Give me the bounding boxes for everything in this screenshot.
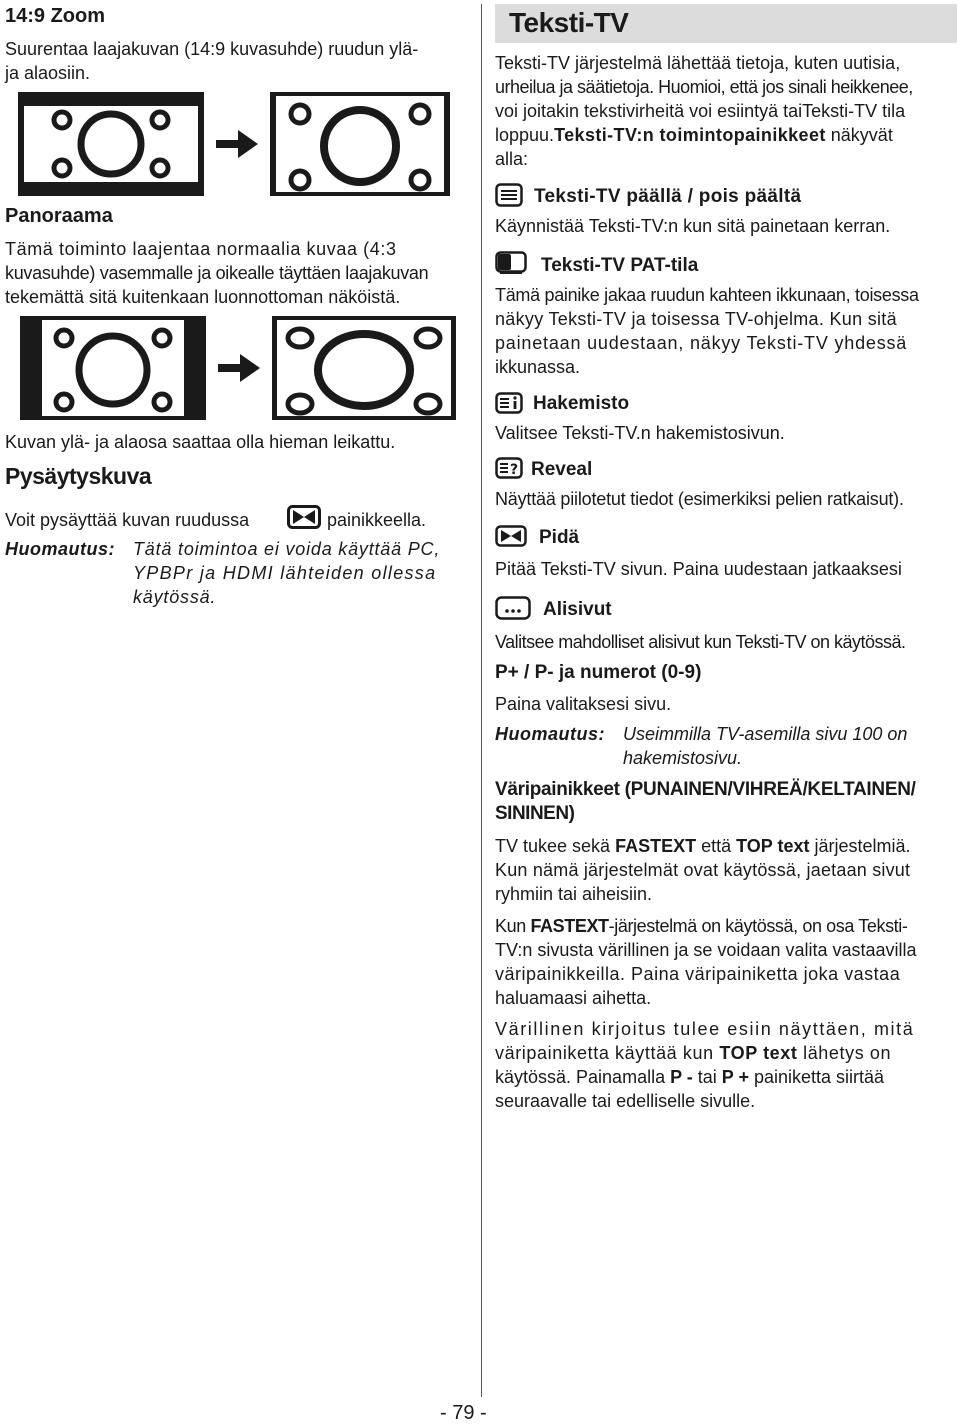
page-number: - 79 - — [440, 1402, 487, 1424]
reveal-heading: Reveal — [531, 459, 593, 480]
pat-text-line3: painetaan uudestaan, näkyy Teksti-TV yhdessä — [495, 333, 908, 353]
freeze-note-line2: YPBPr ja HDMI lähteiden ollessa — [133, 563, 437, 583]
color-p1-line2: Kun nämä järjestelmät ovat käytössä, jaetaan sivut — [495, 860, 911, 880]
freeze-text-before: Voit pysäyttää kuvan ruudussa — [5, 510, 250, 530]
intro-line4-bold: Teksti-TV:n toimintopainikkeet — [554, 125, 826, 145]
intro-line2: urheilua ja säätietoja. Huomioi, että jos sinali heikkenee, — [495, 77, 913, 97]
pat-text-line4: ikkunassa. — [495, 357, 581, 377]
color-p3-line3 — [495, 1065, 884, 1089]
reveal-icon — [495, 457, 523, 479]
intro-line5: alla: — [495, 149, 529, 169]
panorama-after-screen — [272, 316, 456, 420]
fastext-bold: FASTEXT — [530, 916, 609, 936]
color-p3-line4: seuraavalle tai edelliselle sivulle. — [495, 1091, 756, 1111]
toptext-bold: TOP text — [736, 836, 810, 856]
panorama-text-line3: tekemättä sitä kuitenkaan luonnottoman näköistä. — [5, 287, 401, 307]
color-p1-text: TV tukee sekä — [495, 836, 616, 856]
zoom-before-screen — [18, 92, 204, 196]
color-p1-text: järjestelmiä. — [809, 836, 911, 856]
pat-text-line1: Tämä painike jakaa ruudun kahteen ikkunaan, toisessa — [495, 285, 919, 305]
hold-text: Pitää Teksti-TV sivun. Paina uudestaan jatkaaksesi — [495, 559, 902, 579]
svg-text:?: ? — [510, 462, 519, 478]
color-p2-line4: haluamaasi aihetta. — [495, 988, 652, 1008]
color-p2-line3: väripainikkeilla. Paina väripainiketta joka vastaa — [495, 964, 901, 984]
toptext-bold: TOP text — [719, 1043, 798, 1063]
arrow-right-icon — [218, 354, 260, 382]
index-text: Valitsee Teksti-TV.n hakemistosivun. — [495, 423, 785, 443]
arrow-right-icon — [216, 130, 258, 158]
zoom-heading: 14:9 Zoom — [5, 5, 106, 27]
color-p1-line3: ryhmiin tai aiheisiin. — [495, 884, 653, 904]
freeze-note-line1: Tätä toimintoa ei voida käyttää PC, — [133, 539, 441, 559]
zoom-after-screen — [270, 92, 450, 196]
intro-line4 — [495, 123, 893, 147]
column-divider — [481, 4, 482, 1397]
panorama-text-line2: kuvasuhde) vasemmalle ja oikealle täyttäen laajakuvan — [5, 263, 429, 283]
pnum-text: Paina valitaksesi sivu. — [495, 694, 672, 714]
hold-icon — [495, 525, 527, 547]
intro-line4-after: näkyvät — [830, 125, 893, 145]
freeze-note-line3: käytössä. — [133, 587, 217, 607]
pnum-heading: P+ / P- ja numerot (0-9) — [495, 662, 702, 683]
hold-icon — [287, 505, 321, 529]
color-p3-text: tai — [692, 1067, 722, 1087]
crop-note: Kuvan ylä- ja alaosa saattaa olla hieman leikattu. — [5, 432, 396, 452]
index-heading: Hakemisto — [533, 393, 630, 414]
color-p3-line2 — [495, 1041, 891, 1065]
onoff-heading: Teksti-TV päällä / pois päältä — [534, 186, 802, 207]
panorama-before-screen — [20, 316, 206, 420]
color-p3-text: painiketta siirtää — [749, 1067, 885, 1087]
teletext-title-banner — [495, 4, 957, 43]
color-p1-line1 — [495, 834, 911, 858]
teletext-title: Teksti-TV — [509, 7, 629, 38]
color-heading-line2: SININEN) — [495, 803, 575, 824]
p-minus-bold: P - — [670, 1067, 693, 1087]
pat-mode-icon — [495, 251, 527, 275]
freeze-text-after: painikkeella. — [327, 510, 427, 530]
zoom-text-line2: ja alaosiin. — [5, 63, 91, 83]
reveal-text: Näyttää piilotetut tiedot (esimerkiksi pelien ratkaisut). — [495, 489, 904, 509]
intro-line4-plain: loppuu. — [495, 125, 555, 145]
fastext-bold: FASTEXT — [615, 836, 697, 856]
pat-text-line2: näkyy Teksti-TV ja toisessa TV-ohjelma. Kun sitä — [495, 309, 897, 329]
hold-heading: Pidä — [539, 527, 580, 548]
index-icon — [495, 392, 523, 414]
subpages-text: Valitsee mahdolliset alisivut kun Teksti-TV on käytössä. — [495, 632, 906, 652]
pnum-note-line1: Useimmilla TV-asemilla sivu 100 on — [623, 724, 908, 744]
subpages-heading: Alisivut — [543, 599, 612, 620]
subpage-icon — [495, 596, 531, 620]
teletext-icon — [495, 183, 523, 207]
freeze-note-label: Huomautus: — [5, 539, 115, 559]
pat-heading: Teksti-TV PAT-tila — [541, 255, 699, 276]
panorama-heading: Panoraama — [5, 205, 113, 227]
color-p2-text: Kun — [495, 916, 531, 936]
color-p1-text: että — [696, 836, 737, 856]
pnum-note-label: Huomautus: — [495, 724, 605, 744]
color-p3-line1: Värillinen kirjoitus tulee esiin näyttäen, mitä — [495, 1019, 915, 1039]
pnum-note-line2: hakemistosivu. — [623, 748, 743, 768]
color-p3-text: väripainiketta käyttää kun — [495, 1043, 720, 1063]
p-plus-bold: P + — [721, 1067, 749, 1087]
freeze-heading: Pysäytyskuva — [5, 463, 152, 489]
color-p2-text: -järjestelmä on käytössä, on osa Teksti- — [608, 916, 908, 936]
intro-line1: Teksti-TV järjestelmä lähettää tietoja, kuten uutisia, — [495, 53, 901, 73]
color-p2-line2: TV:n sivusta värillinen ja se voidaan valita vastaavilla — [495, 940, 917, 960]
zoom-text-line1: Suurentaa laajakuvan (14:9 kuvasuhde) ruudun ylä- — [5, 39, 419, 59]
onoff-text: Käynnistää Teksti-TV:n kun sitä painetaan kerran. — [495, 216, 891, 236]
color-heading-line1: Väripainikkeet (PUNAINEN/VIHREÄ/KELTAINEN/ — [495, 779, 916, 800]
color-p3-text: lähetys on — [797, 1043, 892, 1063]
color-p2-line1 — [495, 914, 907, 938]
panorama-text-line1: Tämä toiminto laajentaa normaalia kuvaa (4:3 — [5, 239, 397, 259]
intro-line3: voi joitakin tekstivirheitä voi esiintyä taiTeksti-TV tila — [495, 101, 906, 121]
panorama-illustration — [20, 316, 456, 420]
zoom-illustration — [18, 92, 450, 196]
color-p3-text: käytössä. Painamalla — [495, 1067, 671, 1087]
